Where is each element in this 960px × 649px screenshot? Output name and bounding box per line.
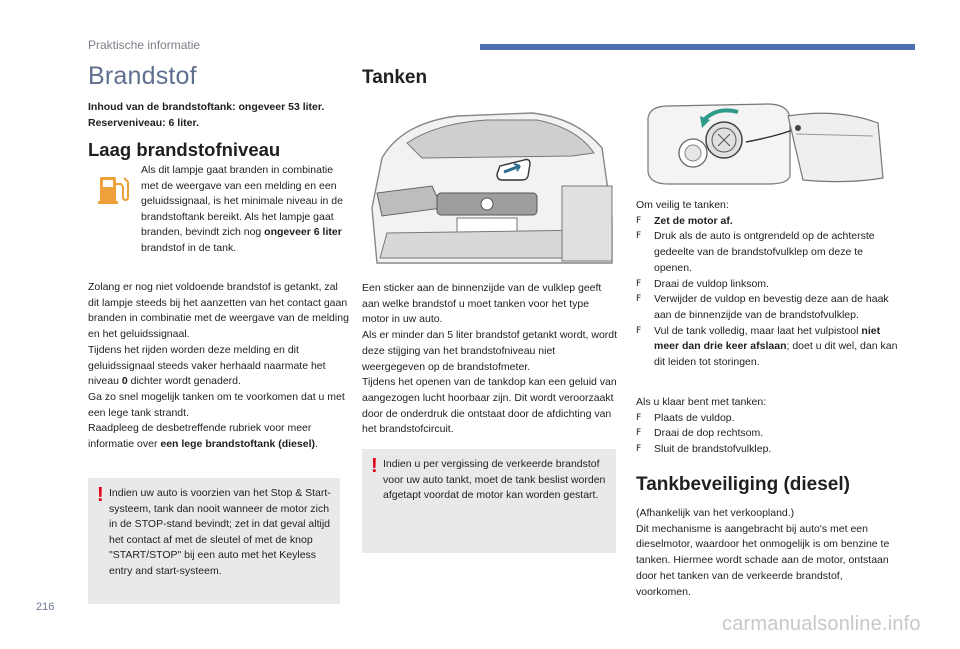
steps-intro: Om veilig te tanken: [636, 199, 729, 211]
paragraph: (Afhankelijk van het verkoopland.) [636, 507, 795, 519]
lamp-text-bold: ongeveer 6 liter [264, 226, 342, 239]
list-item [636, 214, 898, 230]
bullet-icon: F [636, 444, 642, 455]
paragraph: Als er minder dan 5 liter brandstof getankt wordt, wordt deze stijging van het brandstofniveau niet weergegeven op de brandstofmeter. [362, 329, 618, 373]
cross-reference: een lege brandstoftank (diesel) [160, 438, 315, 451]
paragraph-text: Tijdens het rijden worden deze melding en dit geluidssignaal steeds vaker herhaald naarmate het niveau [88, 343, 326, 388]
bullet-icon: F [636, 215, 642, 226]
list-item-text-post: ; doet u dit wel, dan kan dit leiden tot storingen. [654, 340, 898, 369]
after-refuel-steps [636, 395, 896, 458]
list-item-bold: Zet de motor af. [654, 214, 733, 227]
list-item-bold: niet meer dan drie keer afslaan [654, 324, 881, 353]
warning-text: Indien uw auto is voorzien van het Stop & Start-systeem, tank dan nooit wanneer de motor zich in de STOP-stand bevindt; zet in dat geval altijd het contact af met de sleutel of met de knop "START/STOP" bij een auto met het Keyless entry and start-systeem. [109, 487, 331, 577]
list-item [636, 426, 896, 442]
paragraph-text: Raadpleeg de desbetreffende rubriek voor meer informatie over [88, 422, 312, 451]
warning-box-stop-start [88, 478, 340, 604]
heading-tanken: Tanken [362, 67, 428, 88]
warning-box-wrong-fuel [362, 449, 616, 553]
paragraph-bold: 0 [121, 375, 128, 388]
warning-text: Indien u per vergissing de verkeerde brandstof voor uw auto tankt, moet de tank beslist worden afgetapt voordat de motor kan worden gestart. [383, 458, 606, 502]
paragraph [88, 343, 350, 390]
reserve-level: Reserveniveau: 6 liter. [88, 117, 199, 129]
paragraph-text: . [315, 438, 318, 451]
low-fuel-explanation [88, 280, 350, 453]
list-item-text [654, 324, 898, 371]
paragraph: Zolang er nog niet voldoende brandstof is getankt, zal dit lampje steeds bij het aanzetten van het contact gaan branden in combinatie met de weergave van de melding en het geluidssignaal. [88, 281, 349, 341]
bullet-icon: F [636, 278, 642, 289]
capacity-intro [88, 99, 348, 131]
list-item-text: Plaats de vuldop. [654, 411, 735, 424]
heading-tankbeveiliging: Tankbeveiliging (diesel) [636, 474, 850, 495]
paragraph: Ga zo snel mogelijk tanken om te voorkomen dat u met een lege tank strandt. [88, 390, 345, 419]
warning-lamp-description [141, 163, 346, 257]
steps-intro: Als u klaar bent met tanken: [636, 396, 767, 408]
heading-laag-brandstofniveau: Laag brandstofniveau [88, 139, 281, 160]
list-item-text: Draai de dop rechtsom. [654, 427, 764, 440]
page-title: Brandstof [88, 62, 197, 90]
lamp-text-end: brandstof in de tank. [141, 241, 237, 254]
bullet-icon: F [636, 412, 642, 423]
bullet-icon: F [636, 325, 642, 336]
bullet-icon: F [636, 231, 642, 242]
bullet-icon: F [636, 294, 642, 305]
paragraph-text: dichter wordt genaderd. [127, 375, 241, 388]
list-item-text: Sluit de brandstofvulklep. [654, 443, 772, 456]
list-item-text [654, 214, 898, 230]
list-item [636, 229, 898, 276]
watermark: carmanualsonline.info [722, 613, 921, 635]
paragraph [88, 421, 350, 452]
list-item [636, 292, 898, 323]
fuel-pump-icon [96, 172, 130, 206]
tank-capacity: Inhoud van de brandstoftank: ongeveer 53 liter. [88, 101, 325, 113]
list-item-text: Druk als de auto is ontgrendeld op de achterste gedeelte van de brandstofvulklep om deze te openen. [654, 230, 875, 274]
section-header: Praktische informatie [88, 38, 201, 52]
list-item-text: Verwijder de vuldop en bevestig deze aan de haak aan de binnenzijde van de brandstofvulklep. [654, 293, 889, 321]
warning-icon: ! [371, 455, 378, 477]
page-number: 216 [36, 601, 55, 613]
tankbeveiliging-explanation [636, 506, 898, 600]
warning-icon: ! [97, 484, 104, 506]
paragraph: Een sticker aan de binnenzijde van de vulklep geeft aan welke brandstof u moet tanken voor het type motor in uw auto. [362, 282, 602, 326]
refuel-steps [636, 198, 898, 371]
list-item [636, 277, 898, 293]
paragraph: Tijdens het openen van de tankdop kan een geluid van aangezogen lucht hoorbaar zijn. Dit wordt veroorzaakt door de onderdruk die ontstaat door de afdichting van het brandstofcircuit. [362, 376, 617, 436]
tanken-explanation [362, 281, 618, 438]
list-item-text-pre: Vul de tank volledig, maar laat het vulpistool [654, 324, 862, 337]
bullet-icon: F [636, 428, 642, 439]
list-item-text: Draai de vuldop linksom. [654, 277, 769, 290]
list-item [636, 442, 896, 458]
list-item [636, 324, 898, 371]
fuel-cap-illustration [638, 98, 898, 188]
car-rear-illustration [362, 98, 616, 270]
lamp-text: Als dit lampje gaat branden in combinatie met de weergave van een melding en een geluidssignaal, is het minimale niveau in de brandstoftank bereikt. Als het lampje gaat branden, bevindt zich nog [141, 164, 343, 239]
header-accent-bar [480, 44, 915, 50]
list-item [636, 411, 896, 427]
paragraph: Dit mechanisme is aangebracht bij auto's met een dieselmotor, waardoor het onmogelijk is om benzine te tanken. Hiermee wordt schade aan de motor, ontstaan door het tanken van de verkeerde brandstof, voorkomen. [636, 522, 890, 598]
